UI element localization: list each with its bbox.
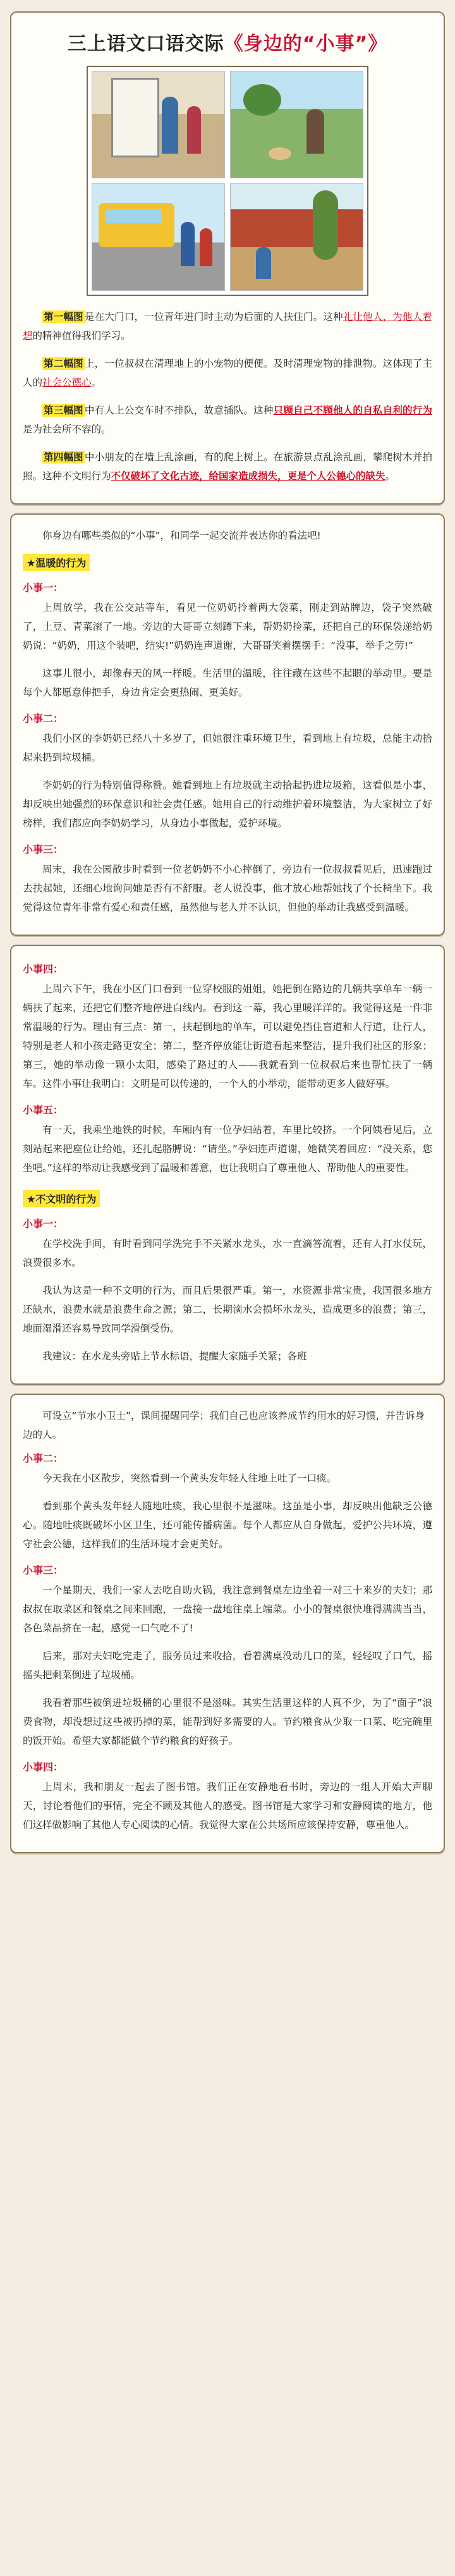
examples-card-1 <box>10 513 445 936</box>
example-paragraph: 这事儿很小，却像春天的风一样暖。生活里的温暖，往往藏在这些不起眼的举动里。要是每个人都愿意伸把手，身边肯定会更热闹、更美好。 <box>23 668 432 698</box>
warm-behavior-heading: ★温暖的行为 <box>23 554 90 571</box>
example-heading: 小事五： <box>23 1104 64 1116</box>
picture-bus <box>92 183 225 291</box>
example-heading: 小事四： <box>23 1761 64 1773</box>
example-paragraph: 周末，我在公园散步时看到一位老奶奶不小心摔倒了，旁边有一位叔叔看见后，迅速跑过去扶起她，还细心地询问她是否有不舒服。老人说没事，他才放心地帮她找了个长椅坐下。我觉得这位青年非常有爱心和责任感，虽然他与老人并不认识，但他的举动让我感受到温暖。 <box>23 864 432 913</box>
example-heading: 小事四： <box>23 963 64 975</box>
example-paragraph: 一个星期天，我们一家人去吃自助火锅，我注意到餐桌左边坐着一对三十来岁的夫妇；那叔叔在取菜区和餐桌之间来回跑，一盘接一盘地往桌上端菜。小小的餐桌很快堆得满满当当，各色菜品挤在一起，感觉一口气吃不了! <box>23 1585 432 1634</box>
desc-3: 第三幅图 中有人上公交车时不排队，故意插队。这种只顾自己不顾他人的自私自利的行为是为社会所不容的。 <box>23 405 432 435</box>
examples-card-2 <box>10 945 445 1385</box>
desc-4: 第四幅图 中小朋友的在墙上乱涂画，有的爬上树上。在旅游景点乱涂乱画，攀爬树木并拍照。这种不文明行为不仅破坏了文化古迹，给国家造成损失，更是个人公德心的缺失。 <box>23 451 432 482</box>
picture-door <box>92 71 225 178</box>
example-heading: 小事二： <box>23 1452 64 1464</box>
example-paragraph: 在学校洗手间，有时看到同学洗完手不关紧水龙头，水一直滴答流着，还有人打水仗玩，浪费很多水。 <box>23 1238 432 1268</box>
section-intro: 你身边有哪些类似的“小事”，和同学一起交流并表达你的看法吧! <box>42 530 321 541</box>
example-paragraph: 上周六下午，我在小区门口看到一位穿校服的姐姐，她把倒在路边的几辆共享单车一辆一辆扶了起来，还把它们整齐地停进白线内。看到这一幕，我心里暖洋洋的。我觉得这是一件非常温暖的行为。理由有三点：第一，扶起倒地的单车，可以避免挡住盲道和人行道，让行人，特别是老人和小孩走路更安全；第二，整齐停放能让街道看起来整洁，提升我们社区的形象；第三，她的举动像一颗小太阳，感染了路过的人——我就看到一位叔叔后来也帮忙扶了一辆车。这件小事让我明白：文明是可以传递的，一个人的小举动，能带动更多人做好事。 <box>23 983 432 1089</box>
example-paragraph: 看到那个黄头发年轻人随地吐痰，我心里很不是滋味。这虽是小事，却反映出他缺乏公德心。随地吐痰既破坏小区卫生，还可能传播病菌。每个人都应从自身做起，爱护公共环境，遵守社会公德，这样我们的生活环境才会更美好。 <box>23 1500 432 1550</box>
title-highlight: 《身边的“小事”》 <box>224 33 388 55</box>
example-paragraph: 我们小区的李奶奶已经八十多岁了，但她很注重环境卫生，看到地上有垃圾，总能主动拾起来扔到垃圾桶。 <box>23 733 432 763</box>
example-paragraph: 有一天，我乘坐地铁的时候，车厢内有一位孕妇站着，车里比较挤。一个阿姨看见后，立刻站起来把座位让给她，还扎起胳膊说：“请坐。”孕妇连声道谢，她微笑着回应：“没关系，您坐吧。”这样的举动让我感受到了温暖和善意，也让我明白了尊重他人、帮助他人的重要性。 <box>23 1124 432 1174</box>
desc-1: 第一幅图 是在大门口，一位青年进门时主动为后面的人扶住门。这种礼让他人，为他人着想的精神值得我们学习。 <box>23 311 432 341</box>
example-heading: 小事三： <box>23 1564 64 1576</box>
example-heading: 小事三： <box>23 843 64 856</box>
page-title <box>23 28 432 56</box>
title-card <box>10 11 445 505</box>
example-paragraph: 上周放学，我在公交站等车，看见一位奶奶拎着两大袋菜，刚走到站牌边，袋子突然破了，土豆、青菜滚了一地。旁边的大哥哥立刻蹲下来，帮奶奶捡菜，还把自己的环保袋递给奶奶说：“奶奶，用这个装吧，结实!”奶奶连声道谢，大哥哥笑着摆摆手：“没事，举手之劳!” <box>23 602 432 651</box>
example-paragraph: 今天我在小区散步，突然看到一个黄头发年轻人往地上吐了一口痰。 <box>42 1473 337 1484</box>
continued-paragraph: 可设立“节水小卫士”，课间提醒同学；我们自己也应该养成节约用水的好习惯，并告诉身边的人。 <box>23 1410 425 1440</box>
desc-2: 第二幅图 上，一位叔叔在清理地上的小宠物的便便。及时清理宠物的排泄物。这体现了主人的社会公德心。 <box>23 358 432 388</box>
example-paragraph: 我看着那些被倒进垃圾桶的心里很不是滋味。其实生活里这样的人真不少，为了“面子”浪费食物，却没想过这些被扔掉的菜，能帮到好多需要的人。节约粮食从少取一口菜、吃完碗里的饭开始。希望大家都能做个节约粮食的好孩子。 <box>23 1697 432 1746</box>
example-heading: 小事一： <box>23 1218 64 1230</box>
example-paragraph: 李奶奶的行为特别值得称赞。她看到地上有垃圾就主动拾起扔进垃圾箱，这看似是小事，却反映出她强烈的环保意识和社会责任感。她用自己的行动维护着环境整洁，为大家树立了好榜样，我们都应向李奶奶学习，从身边小事做起，爱护环境。 <box>23 780 432 829</box>
example-heading: 小事二： <box>23 713 64 725</box>
example-paragraph: 后来，那对夫妇吃完走了，服务员过来收拾，看着满桌没动几口的菜，轻轻叹了口气，摇摇头把剩菜倒进了垃圾桶。 <box>23 1650 432 1681</box>
picture-pet <box>230 71 363 178</box>
example-paragraph: 我建议：在水龙头旁贴上节水标语，提醒大家随手关紧；各班 <box>42 1351 307 1362</box>
example-paragraph: 上周末，我和朋友一起去了图书馆。我们正在安静地看书时，旁边的一组人开始大声聊天，讨论着他们的事情，完全不顾及其他人的感受。图书馆是大家学习和安静阅读的地方，他们这样做影响了其他人专心阅读的心情。我觉得大家在公共场所应该保持安静，尊重他人。 <box>23 1781 432 1831</box>
title-prefix: 三上语文口语交际 <box>67 33 224 55</box>
example-heading: 小事一： <box>23 582 64 594</box>
bad-behavior-heading: ★不文明的行为 <box>23 1190 100 1207</box>
examples-card-3 <box>10 1394 445 1853</box>
picture-wall <box>230 183 363 291</box>
illustration-grid <box>87 66 368 296</box>
example-paragraph: 我认为这是一种不文明的行为，而且后果很严重。第一，水资源非常宝贵，我国很多地方还缺水，浪费水就是浪费生命之源；第二，长期滴水会损坏水龙头，造成更多的浪费；第三，地面湿滑还容易导致同学滑倒受伤。 <box>23 1285 432 1334</box>
